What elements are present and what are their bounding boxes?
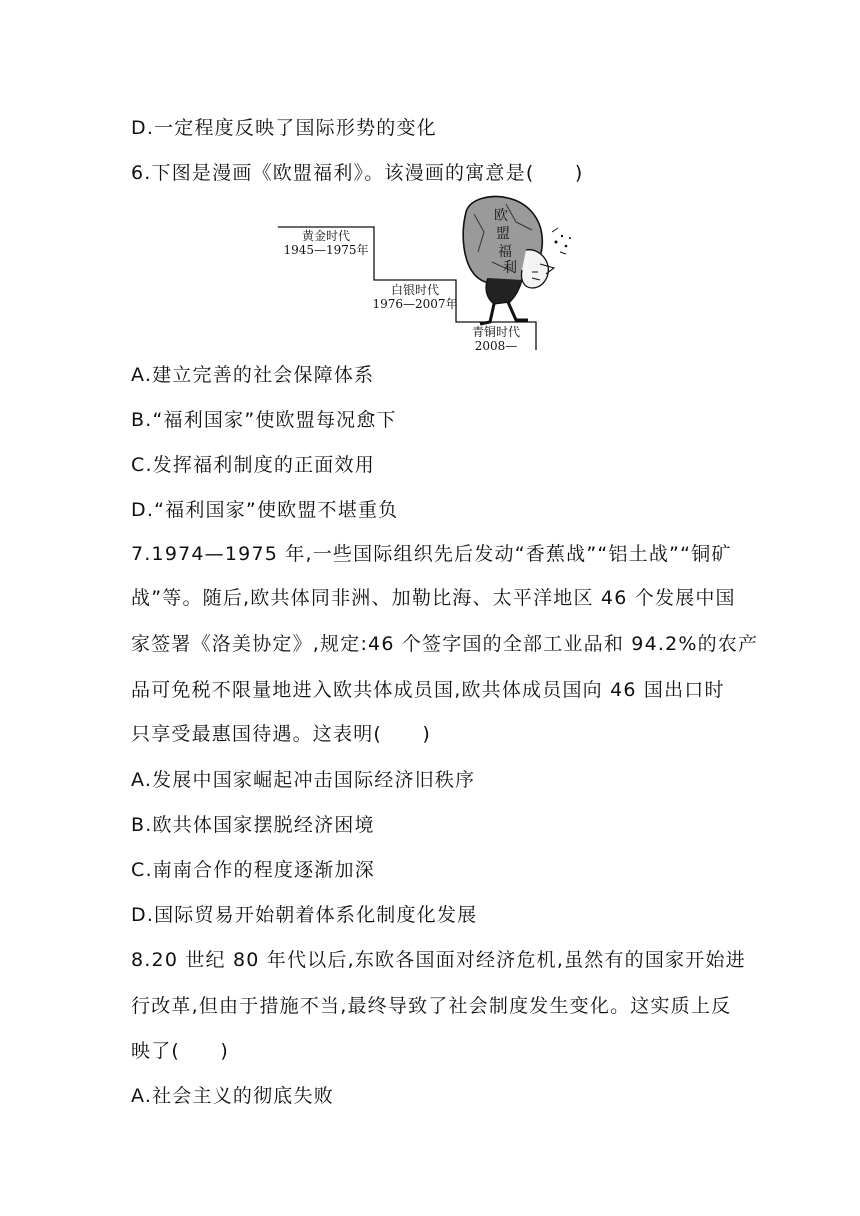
- q8-stem-line-1: 8.20 世纪 80 年代以后,东欧各国面对经济危机,虽然有的国家开始进: [131, 949, 746, 971]
- step2-years: 1976—2007年: [372, 297, 458, 311]
- q7-stem-line-2: 战”等。随后,欧共体同非洲、加勒比海、太平洋地区 46 个发展中国: [131, 587, 736, 609]
- q6-option-a: A.建立完善的社会保障体系: [131, 364, 375, 386]
- q6-option-c: C.发挥福利制度的正面效用: [131, 454, 375, 476]
- q7-option-d: D.国际贸易开始朝着体系化制度化发展: [131, 904, 478, 926]
- cartoon-illustration: [270, 192, 600, 352]
- q7-option-b: B.欧共体国家摆脱经济困境: [131, 814, 375, 836]
- step1-years: 1945—1975年: [283, 243, 369, 257]
- step1-label: 黄金时代: [301, 229, 351, 243]
- q7-stem-line-4: 品可免税不限量地进入欧共体成员国,欧共体成员国向 46 国出口时: [131, 679, 725, 701]
- q6-option-b: B.“福利国家”使欧盟每况愈下: [131, 409, 397, 431]
- rock-char-4: 利: [503, 260, 517, 276]
- q7-option-a: A.发展中国家崛起冲击国际经济旧秩序: [131, 769, 476, 791]
- q8-option-a: A.社会主义的彻底失败: [131, 1085, 334, 1107]
- q6-option-d: D.“福利国家”使欧盟不堪重负: [131, 499, 399, 521]
- q7-stem-line-3: 家签署《洛美协定》,规定:46 个签字国的全部工业品和 94.2%的农产: [131, 633, 759, 655]
- q6-stem: 6.下图是漫画《欧盟福利》。该漫画的寓意是( ): [131, 162, 584, 184]
- step2-label: 白银时代: [390, 283, 440, 297]
- rock-char-1: 欧: [494, 208, 508, 224]
- q5-option-d: D.一定程度反映了国际形势的变化: [131, 117, 437, 139]
- rock-char-3: 福: [498, 244, 512, 260]
- step3-label: 青铜时代: [471, 325, 521, 339]
- q7-stem-line-5: 只享受最惠国待遇。这表明( ): [131, 723, 432, 745]
- q8-stem-line-2: 行改革,但由于措施不当,最终导致了社会制度发生变化。这实质上反: [131, 995, 732, 1017]
- rock-char-2: 盟: [496, 226, 510, 242]
- q8-stem-line-3: 映了( ): [131, 1040, 230, 1062]
- step3-years: 2008—: [474, 339, 518, 352]
- eu-welfare-cartoon: [270, 192, 600, 352]
- q7-option-c: C.南南合作的程度逐渐加深: [131, 859, 375, 881]
- q7-stem-line-1: 7.1974—1975 年,一些国际组织先后发动“香蕉战”“铝土战”“铜矿: [131, 543, 732, 565]
